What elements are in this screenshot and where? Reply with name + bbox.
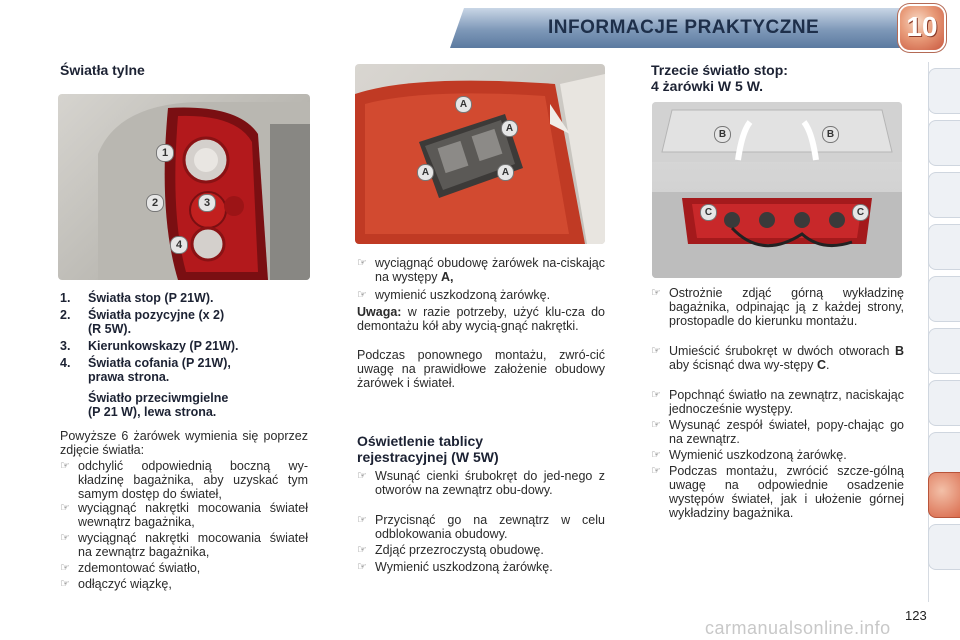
list-item-cont: (R 5W). xyxy=(88,322,132,336)
side-tab[interactable] xyxy=(928,276,960,322)
remount-text: Podczas ponownego montażu, zwró-cić uwagę na prawidłowe założenie obudowy żarówek i świateł. xyxy=(357,348,605,390)
section-heading-rear-lights: Światła tylne xyxy=(60,62,145,78)
bullet-item: ☞ wymienić uszkodzoną żarówkę. xyxy=(357,288,551,302)
callout-4: 4 xyxy=(170,236,188,254)
callout-a: A xyxy=(497,164,514,181)
callout-2: 2 xyxy=(146,194,164,212)
fog-light-line: Światło przeciwmgielne xyxy=(88,391,229,405)
chapter-badge xyxy=(900,6,944,50)
bullet-item: ☞ Ostrożnie zdjąć górną wykładzinę bagażnika, odpinając ją z każdej strony, prostopadle do kierunku montażu. xyxy=(651,286,904,328)
bullet-item: ☞ zdemontować światło, xyxy=(60,561,201,575)
bullet-item: ☞ Przycisnąć go na zewnątrz w celu odblokowania obudowy. xyxy=(357,513,605,541)
side-tab[interactable] xyxy=(928,524,960,570)
light-housing-illustration xyxy=(355,64,605,244)
bullet-item: ☞ Wymienić uszkodzoną żarówkę. xyxy=(651,448,847,462)
callout-a: A xyxy=(455,96,472,113)
bullet-item: ☞ Popchnąć światło na zewnątrz, naciskając jednocześnie występy. xyxy=(651,388,904,416)
list-item: 1. Światła stop (P 21W). xyxy=(60,291,214,305)
light-housing-photo xyxy=(355,64,605,244)
list-item-cont: prawa strona. xyxy=(88,370,170,384)
callout-c: C xyxy=(852,204,869,221)
rear-light-photo xyxy=(58,94,310,280)
bullet-item: ☞ odłączyć wiązkę, xyxy=(60,577,172,591)
callout-1: 1 xyxy=(156,144,174,162)
fog-light-line: (P 21 W), lewa strona. xyxy=(88,405,217,419)
section-heading-third-stop: Trzecie światło stop: 4 żarówki W 5 W. xyxy=(651,62,788,94)
callout-a: A xyxy=(417,164,434,181)
chapter-number: 10 xyxy=(906,11,938,42)
bullet-item: ☞ Umieścić śrubokręt w dwóch otworach B aby ścisnąć dwa wy-stępy C. xyxy=(651,344,904,372)
bullet-item: ☞ wyciągnąć nakrętki mocowania świateł wewnątrz bagażnika, xyxy=(60,501,308,529)
third-stop-illustration xyxy=(652,102,902,278)
callout-c: C xyxy=(700,204,717,221)
bullet-item: ☞ wyciągnąć obudowę żarówek na-ciskając na występy A, xyxy=(357,256,605,284)
side-tab[interactable] xyxy=(928,68,960,114)
third-stop-light-photo xyxy=(652,102,902,278)
side-tab[interactable] xyxy=(928,224,960,270)
bullet-item: ☞ Wysunąć zespół świateł, popy-chając go na zewnątrz. xyxy=(651,418,904,446)
bullet-item: ☞ Wsunąć cienki śrubokręt do jed-nego z otworów na zewnątrz obu-dowy. xyxy=(357,469,605,497)
page-number: 123 xyxy=(905,608,927,623)
bulb-list xyxy=(60,291,315,419)
callout-3: 3 xyxy=(198,194,216,212)
callout-a: A xyxy=(501,120,518,137)
watermark: carmanualsonline.info xyxy=(705,618,891,638)
bullet-item: ☞ Podczas montażu, zwrócić szcze-gólną uwagę na odpowiednie osadzenie występów świateł, jak i ułożenie górnej wykładziny bagażnika. xyxy=(651,464,904,520)
list-item: 2. Światła pozycyjne (x 2) xyxy=(60,308,225,322)
side-tab[interactable] xyxy=(928,328,960,374)
intro-text: Powyższe 6 żarówek wymienia się poprzez zdjęcie światła: xyxy=(60,429,308,457)
callout-b: B xyxy=(714,126,731,143)
bullet-item: ☞ Zdjąć przezroczystą obudowę. xyxy=(357,543,544,557)
list-item: 4. Światła cofania (P 21W), xyxy=(60,356,231,370)
bullet-item: ☞ Wymienić uszkodzoną żarówkę. xyxy=(357,560,553,574)
bullet-item: ☞ odchylić odpowiednią boczną wy-kładzinę bagażnika, aby uzyskać tym samym dostęp do świateł, xyxy=(60,459,308,501)
side-tab[interactable] xyxy=(928,120,960,166)
list-item: 3. Kierunkowskazy (P 21W). xyxy=(60,339,239,353)
section-heading-plate-light: Oświetlenie tablicy rejestracyjnej (W 5W) xyxy=(357,433,499,465)
page-title: INFORMACJE PRAKTYCZNE xyxy=(548,17,820,38)
note-text: Uwaga: w razie potrzeby, użyć klu-cza do demontażu kół aby wycią-gnąć nakrętki. xyxy=(357,305,605,333)
callout-b: B xyxy=(822,126,839,143)
bullet-item: ☞ wyciągnąć nakrętki mocowania świateł na zewnątrz bagażnika, xyxy=(60,531,308,559)
side-tab-active[interactable] xyxy=(928,472,960,518)
side-tab[interactable] xyxy=(928,172,960,218)
side-tab[interactable] xyxy=(928,380,960,426)
